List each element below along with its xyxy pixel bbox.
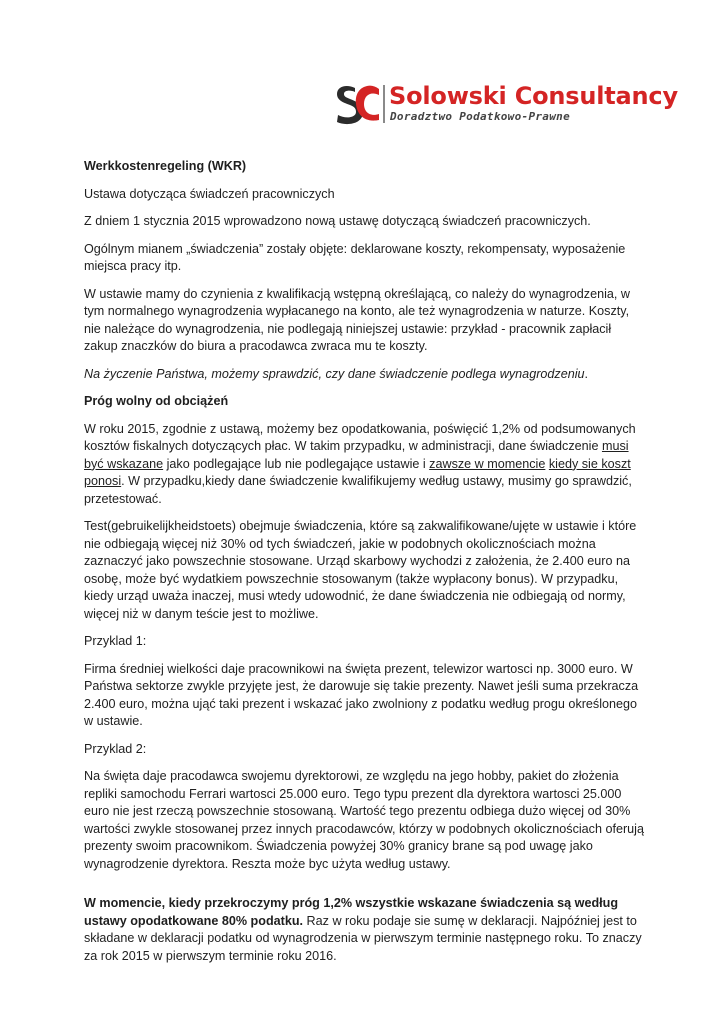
conclusion-bold-text: W momencie, kiedy przekroczymy próg 1,2% wszystkie wskazane świadczenia są według ustawy opodatkowane 80% podatku [84,896,619,928]
threshold-underline-1: musi być wskazane [84,439,629,471]
threshold-text-d: . W przypadku,kiedy dane świadczenie kwalifikujemy według ustawy, musimy go sprawdzić, przetestować. [84,474,632,506]
offer-italic-text: Na życzenie Państwa, możemy sprawdzić, czy dane świadczenie podlega wynagrodzeniu [84,366,585,381]
conclusion-rest-text: Raz w roku podaje sie sumę w deklaracji. Najpóźniej jest to składane w deklaracji podatku od wynagrodzenia w pierwszym terminie następnego roku. To znaczy za rok 2015 w pierwszym terminie roku 2016. [84,913,642,963]
logo-subtitle: Doradztwo Podatkowo-Prawne [390,110,570,123]
threshold-underline-2: zawsze w momencie [429,456,546,471]
paragraph-subtitle: Ustawa dotycząca świadczeń pracowniczych [84,186,335,201]
logo-separator [383,85,385,123]
company-logo [333,82,678,126]
threshold-text-b: jako podlegające lub nie podlegające ustawie i [163,456,430,471]
paragraph-example-2: Na święta daje pracodawca swojemu dyrektorowi, ze względu na jego hobby, pakiet do złożenia repliki samochodu Ferrari wartosci 25.000 euro. Tego typu prezent dla dyrektora wartosci 25.000 euro nie jest rzeczą powszechnie stosowaną. Wartość tego prezentu odbiega dużo więcej od 30% wartości zwykle stosowanej przez innych pracodawców, którzy w podobnych okolicznościach oferują prezenty swoim pracownikom. Świadczenia powyżej 30% granicy brane są pod uwagę jako wynagrodzenie dyrektora. Reszta może byc użyta według ustawy. [84,769,644,871]
paragraph-qualification: W ustawie mamy do czynienia z kwalifikacją wstępną określającą, co należy do wynagrodzenia, w tym normalnego wynagrodzenia wypłacanego na konto, ale też wynagrodzenia w naturze. Koszty, nie należące do wynagrodzenia, nie podlegają niniejszej ustawie: przykład - pracownik zapłacił zakup znaczków do biura a pracodawca zwraca mu te koszty. [84,286,630,353]
paragraph-example-1: Firma średniej wielkości daje pracownikowi na święta prezent, telewizor wartosci np. 3000 euro. W Państwa sektorze zwykle przyjęte jest, że darowuje się takie prezenty. Nawet jeśli suma przekracza 2.400 euro, można ująć taki prezent i wskazać jako zwolniony z podatku według progu określonego w ustawie. [84,661,639,728]
document-body [84,158,644,975]
section-heading-threshold: Próg wolny od obciążeń [84,394,229,408]
threshold-text-a: W roku 2015, zgodnie z ustawą, możemy bez opodatkowania, poświęcić 1,2% od podsumowanych kosztów fiskalnych dotyczących płac. W takim przypadku, w administracji, dane świadczenie [84,421,636,453]
sc-logo-mark-icon [333,82,381,126]
paragraph-conclusion [84,895,644,965]
threshold-underline-3: kiedy sie koszt ponosi [84,456,631,488]
paragraph-intro: Z dniem 1 stycznia 2015 wprowadzono nową ustawę dotyczącą świadczeń pracowniczych. [84,214,591,228]
paragraph-threshold [84,421,644,509]
conclusion-bold-period: . [299,913,304,928]
paragraph-offer [84,366,644,384]
example-1-label: Przyklad 1: [84,634,147,648]
document-heading: Werkkostenregeling (WKR) [84,159,247,173]
paragraph-test: Test(gebruikelijkheidstoets) obejmuje świadczenia, które są zakwalifikowane/ujęte w ustawie i które nie odbiegają więcej niż 30% od tych świadczeń, jakie w podobnych okolicznościach można zaznaczyć jako powszechnie stosowane. Urząd skarbowy wychodzi z założenia, że 2.400 euro na osobę, może być wydatkiem powszechnie stosowanym (także wypłacony bonus). W przypadku, kiedy urząd uważa inaczej, musi wtedy udowodnić, że dane świadczenia nie odbiegają od normy, więcej niż w danym teście jest to możliwe. [84,519,637,621]
example-2-label: Przyklad 2: [84,741,147,756]
offer-period: . [584,366,589,381]
logo-company-name: Solowski Consultancy [389,82,678,110]
paragraph-definition: Ogólnym mianem „świadczenia” zostały objęte: deklarowane koszty, rekompensaty, wyposażenie miejsca pracy itp. [84,241,626,273]
